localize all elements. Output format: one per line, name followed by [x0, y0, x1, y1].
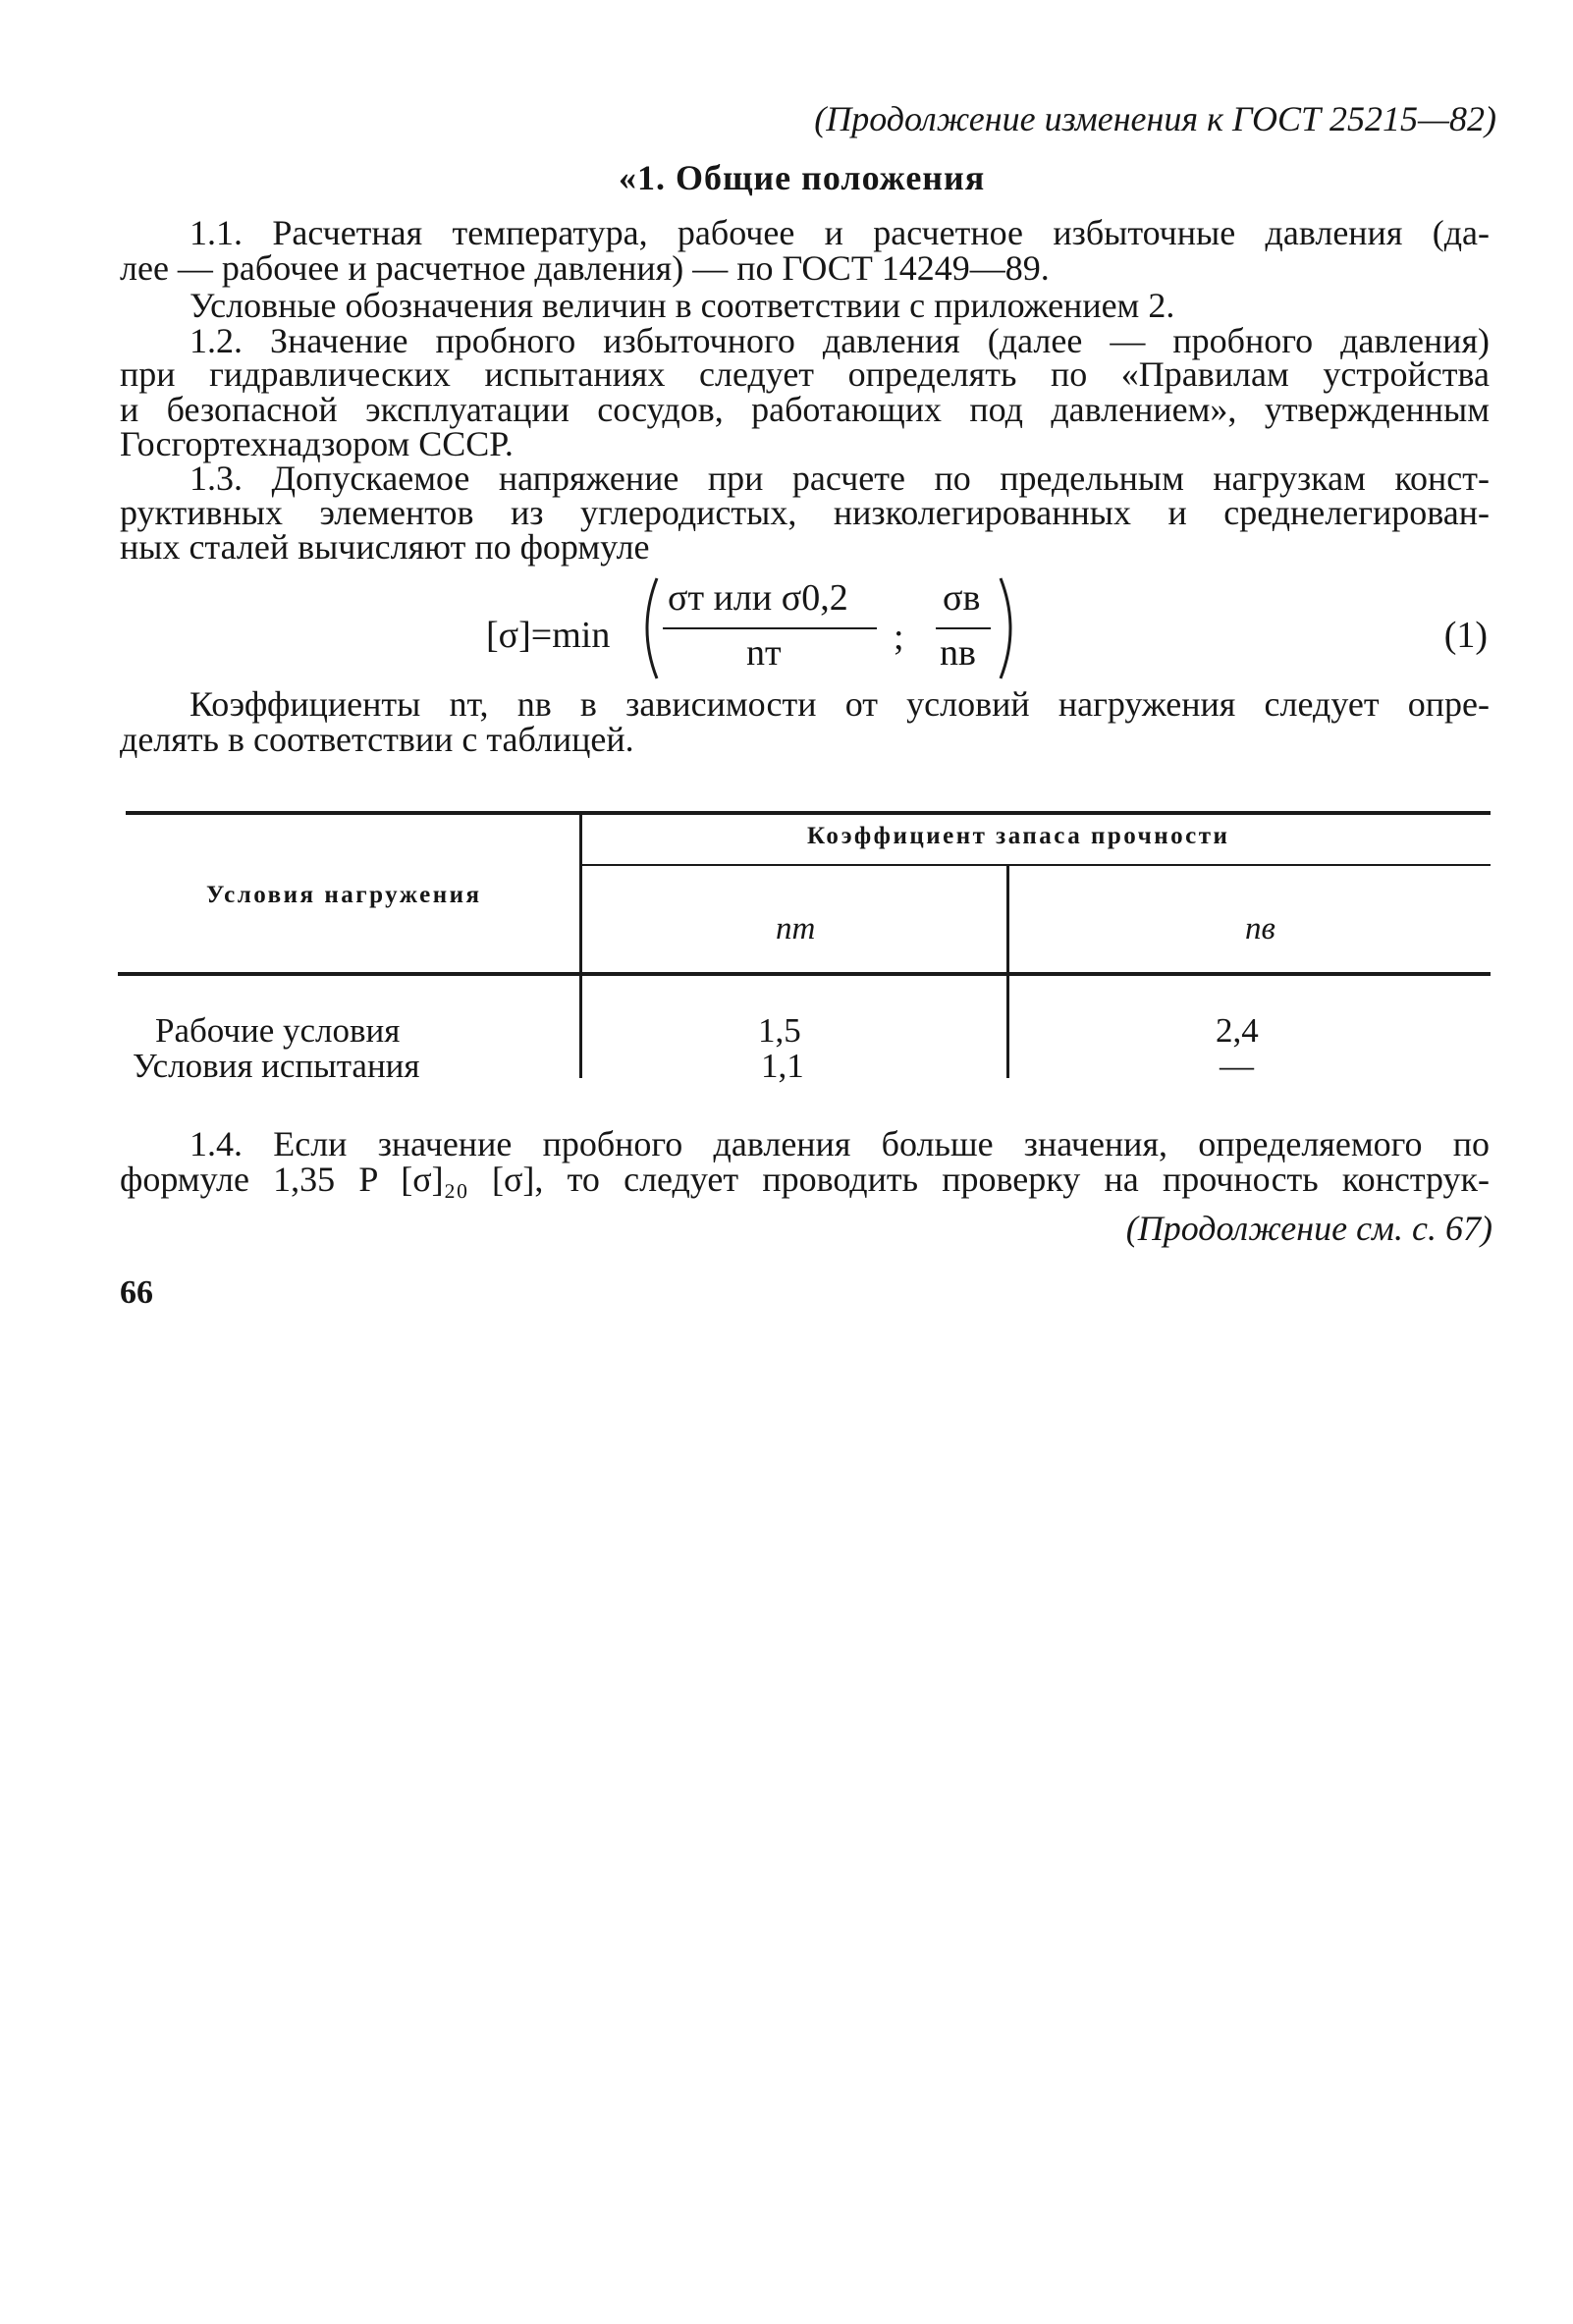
cell-nv: 2,4: [1216, 1011, 1259, 1050]
paragraph-line: делять в соответствии с таблицей.: [120, 720, 634, 759]
paragraph-line: лее — рабочее и расчетное давления) — по ГОСТ 14249—89.: [120, 248, 1050, 288]
formula-fraction-bar-2: [936, 627, 991, 629]
paragraph-line: 1.4. Если значение пробного давления больше значения, определяемого по: [190, 1124, 1490, 1163]
paragraph-line: и безопасной эксплуатации сосудов, работающих под давлением», утвержденным: [120, 390, 1490, 429]
paragraph-line: Госгортехнадзором СССР.: [120, 424, 514, 463]
formula: [486, 574, 1488, 682]
table-subheader-rule: [582, 864, 1491, 866]
paragraph-line: 1.2. Значение пробного избыточного давления (далее — пробного давления): [190, 321, 1490, 360]
table-header-divider: [579, 815, 582, 972]
paragraph-line: 1.1. Расчетная температура, рабочее и расчетное избыточные давления (да-: [190, 213, 1490, 252]
paragraph-line: 1.3. Допускаемое напряжение при расчете по предельным нагрузкам конст-: [190, 459, 1490, 498]
col-header-conditions: Условия нагружения: [206, 882, 482, 908]
cell-nv: —: [1220, 1047, 1254, 1085]
header-continuation: (Продолжение изменения к ГОСТ 25215—82): [814, 99, 1496, 138]
paragraph-line: формуле 1,35 P [σ]₂₀ [σ], то следует проводить проверку на прочность конструк-: [120, 1160, 1490, 1199]
cell-nt: 1,5: [758, 1011, 801, 1050]
table-header-bottom-rule: [118, 972, 1491, 976]
formula-right-paren: [995, 574, 1024, 682]
footer-continuation: (Продолжение см. с. 67): [1125, 1209, 1492, 1248]
table-body-divider: [1006, 976, 1009, 1078]
table-body-divider: [579, 976, 582, 1078]
paragraph-line: при гидравлических испытаниях следует определять по «Правилам устройства: [120, 354, 1490, 394]
paragraph-line: Коэффициенты nт, nв в зависимости от условий нагружения следует опре-: [190, 684, 1490, 724]
formula-left-paren: [633, 574, 663, 682]
col-header-nv: nв: [1245, 911, 1275, 946]
table-top-rule: [126, 811, 1491, 815]
page-number: 66: [120, 1274, 153, 1311]
formula-separator: ;: [894, 617, 904, 658]
formula-denominator-2: nв: [940, 632, 976, 674]
col-header-group: Коэффициент запаса прочности: [807, 823, 1230, 849]
formula-fraction-bar-1: [663, 627, 877, 629]
formula-numerator-1: σт или σ0,2: [668, 577, 848, 619]
cell-condition: Рабочие условия: [155, 1011, 401, 1050]
cell-nt: 1,1: [761, 1047, 804, 1085]
formula-denominator-1: nт: [746, 632, 782, 674]
formula-numerator-2: σв: [943, 577, 981, 619]
paragraph-line: ных сталей вычисляют по формуле: [120, 527, 650, 567]
paragraph-line: руктивных элементов из углеродистых, низколегированных и среднелегирован-: [120, 493, 1490, 532]
col-header-nt: nт: [776, 911, 816, 946]
cell-condition: Условия испытания: [133, 1047, 420, 1085]
formula-number: (1): [1443, 615, 1488, 656]
table-subheader-divider: [1006, 866, 1009, 972]
formula-lhs: [σ]=min: [486, 615, 611, 656]
paragraph-line: Условные обозначения величин в соответствии с приложением 2.: [190, 286, 1175, 325]
section-title: «1. Общие положения: [619, 158, 986, 197]
